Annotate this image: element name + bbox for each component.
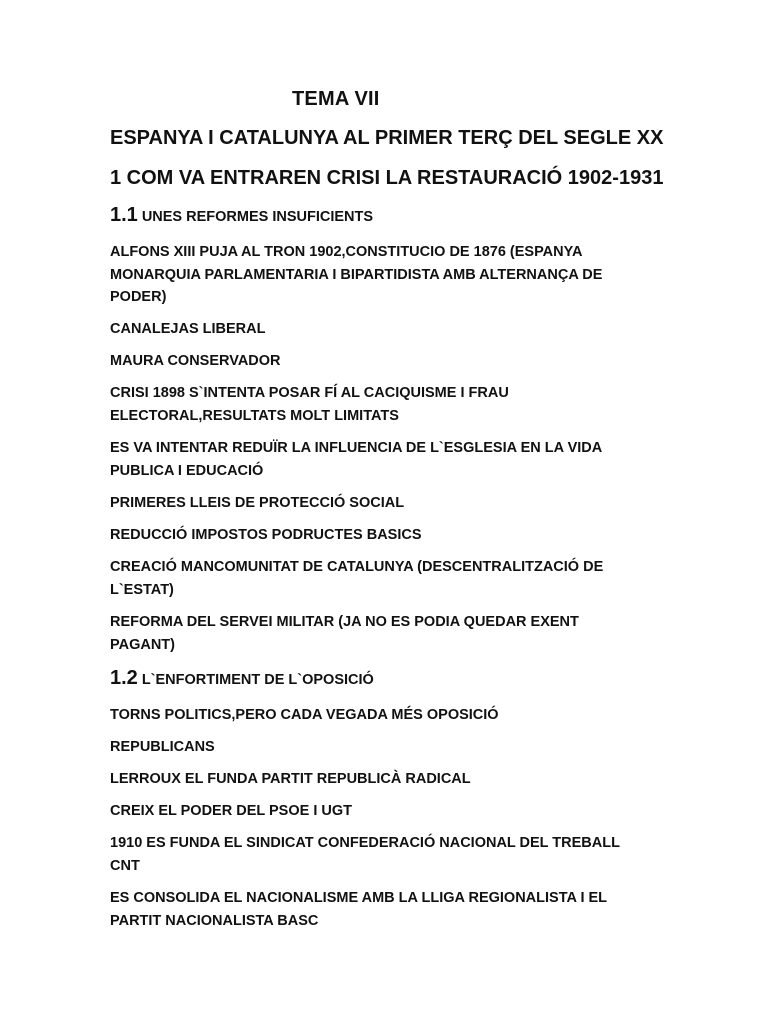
list-item: ES VA INTENTAR REDUÏR LA INFLUENCIA DE L`ESGLESIA EN LA VIDA PUBLICA I EDUCACIÓ: [110, 440, 602, 479]
section-heading: 1 COM VA ENTRAREN CRISI LA RESTAURACIÓ 1902-1931: [110, 167, 664, 189]
list-item: CRISI 1898 S`INTENTA POSAR FÍ AL CACIQUISME I FRAU ELECTORAL,RESULTATS MOLT LIMITATS: [110, 385, 509, 424]
subsection-number: 1.1: [110, 204, 138, 226]
subsection-title: L`ENFORTIMENT DE L`OPOSICIÓ: [141, 672, 374, 688]
list-item: CREIX EL PODER DEL PSOE I UGT: [110, 803, 352, 819]
list-item: CREACIÓ MANCOMUNITAT DE CATALUNYA (DESCENTRALITZACIÓ DE L`ESTAT): [110, 559, 604, 598]
list-item: CANALEJAS LIBERAL: [110, 321, 266, 337]
list-item: PRIMERES LLEIS DE PROTECCIÓ SOCIAL: [110, 495, 405, 511]
list-item: ES CONSOLIDA EL NACIONALISME AMB LA LLIGA REGIONALISTA I EL PARTIT NACIONALISTA BASC: [110, 890, 607, 929]
subsection-title: UNES REFORMES INSUFICIENTS: [141, 209, 374, 225]
list-item: MAURA CONSERVADOR: [110, 353, 281, 369]
list-item: LERROUX EL FUNDA PARTIT REPUBLICÀ RADICAL: [110, 771, 471, 787]
document-title: TEMA VII: [292, 88, 380, 110]
subsection-number: 1.2: [110, 667, 138, 689]
list-item: REPUBLICANS: [110, 739, 215, 755]
list-item: REFORMA DEL SERVEI MILITAR (JA NO ES PODIA QUEDAR EXENT PAGANT): [110, 614, 579, 653]
main-heading: ESPANYA I CATALUNYA AL PRIMER TERÇ DEL SEGLE XX: [110, 127, 664, 149]
list-item: 1910 ES FUNDA EL SINDICAT CONFEDERACIÓ NACIONAL DEL TREBALL CNT: [110, 835, 620, 874]
list-item: ALFONS XIII PUJA AL TRON 1902,CONSTITUCIO DE 1876 (ESPANYA MONARQUIA PARLAMENTARIA I BIPARTIDISTA AMB ALTERNANÇA DE PODER): [110, 244, 603, 305]
list-item: TORNS POLITICS,PERO CADA VEGADA MÉS OPOSICIÓ: [110, 707, 499, 723]
subsection-heading-1-2: [110, 667, 374, 690]
subsection-heading-1-1: [110, 204, 373, 227]
list-item: REDUCCIÓ IMPOSTOS PODRUCTES BASICS: [110, 527, 422, 543]
